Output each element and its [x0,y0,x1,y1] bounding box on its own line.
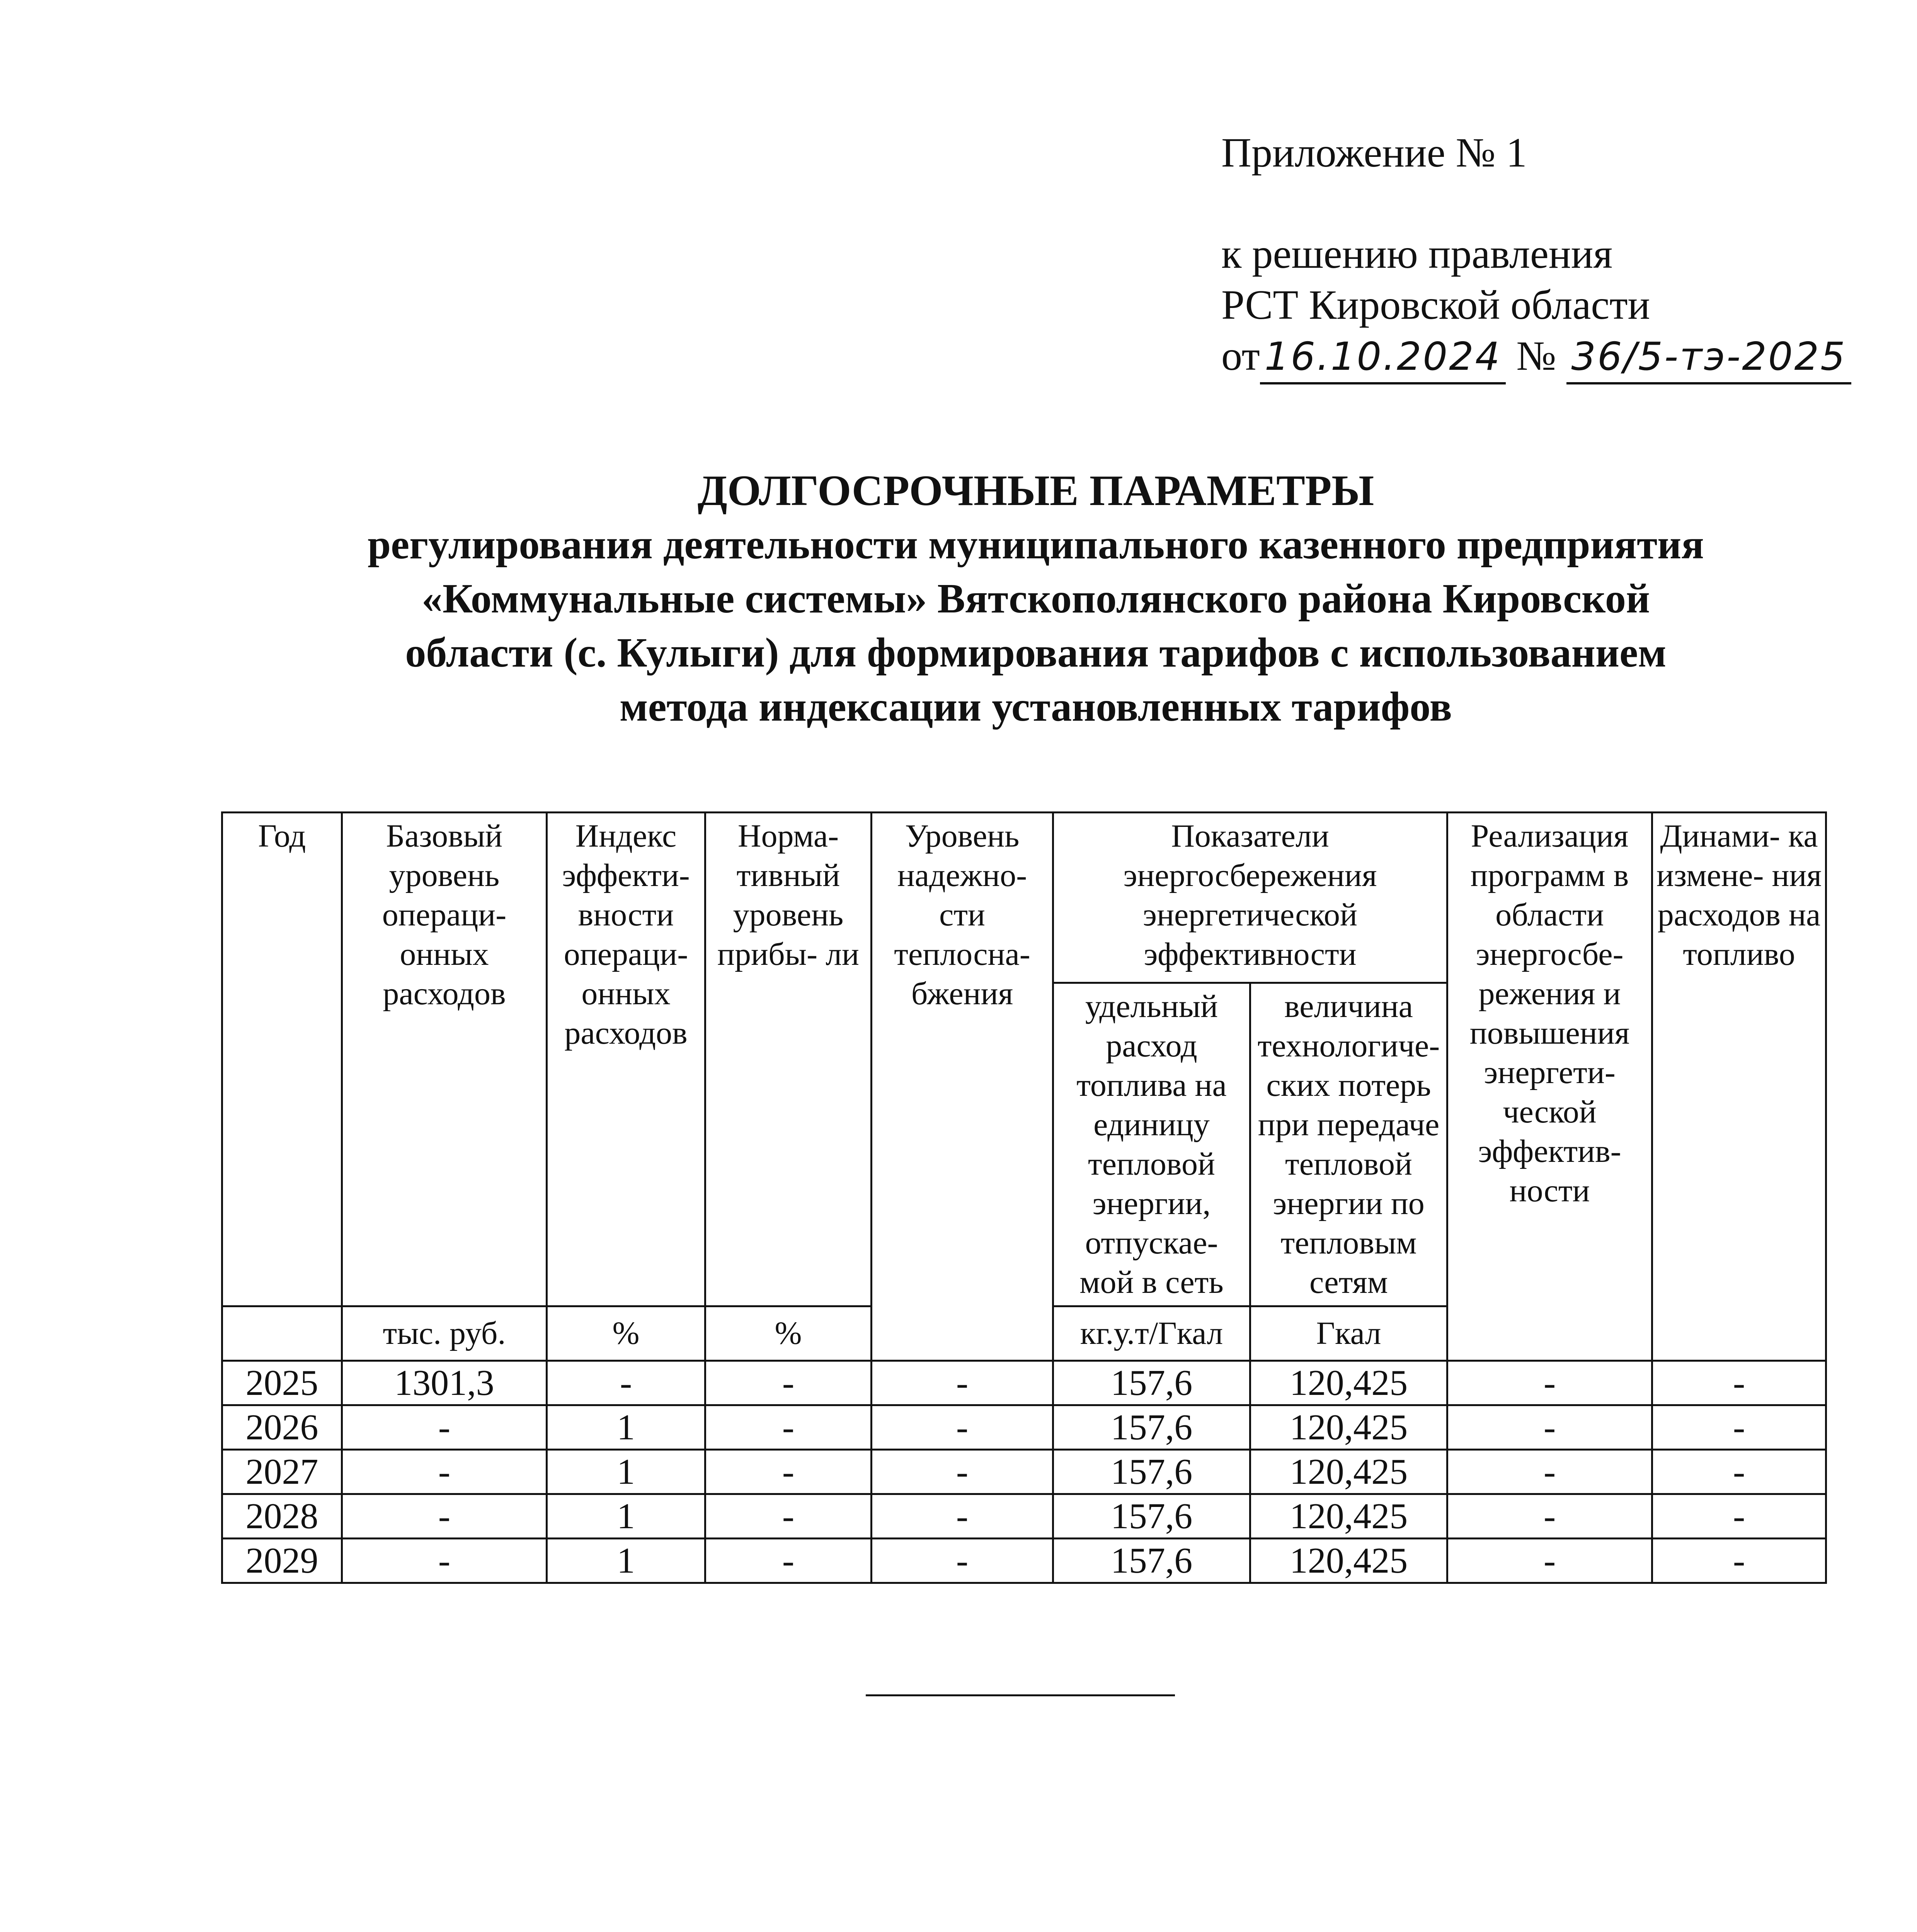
header-year: Год [222,813,342,1306]
header-losses: величина технологиче- ских потерь при передаче тепловой энергии по тепловым сетям [1250,983,1447,1306]
number-label: № [1516,333,1556,379]
cell-profit: - [705,1450,872,1494]
cell-fuel: 157,6 [1053,1494,1250,1539]
cell-fuel: 157,6 [1053,1405,1250,1450]
cell-losses: 120,425 [1250,1539,1447,1583]
cell-profit: - [705,1494,872,1539]
cell-base: - [342,1539,547,1583]
cell-dynamics: - [1652,1539,1826,1583]
cell-year: 2028 [222,1494,342,1539]
title-heading: ДОЛГОСРОЧНЫЕ ПАРАМЕТРЫ [697,467,1374,515]
cell-losses: 120,425 [1250,1361,1447,1405]
cell-losses: 120,425 [1250,1494,1447,1539]
cell-year: 2026 [222,1405,342,1450]
unit-year-empty [222,1306,342,1361]
cell-index: 1 [547,1450,705,1494]
cell-fuel: 157,6 [1053,1539,1250,1583]
table-row [222,1405,1826,1450]
unit-normative-profit: % [705,1306,872,1361]
cell-base: - [342,1450,547,1494]
separator-line [866,1694,1175,1696]
appendix-date-line [1221,331,1851,384]
cell-dynamics: - [1652,1405,1826,1450]
header-normative-profit: Норма- тивный уровень прибы- ли [705,813,872,1306]
cell-reliability: - [872,1539,1053,1583]
from-label: от [1221,333,1260,379]
handwritten-number: 36/5-тэ-2025 [1566,331,1851,384]
cell-losses: 120,425 [1250,1405,1447,1450]
cell-fuel: 157,6 [1053,1450,1250,1494]
header-reliability: Уровень надежно- сти теплосна- бжения [872,813,1053,1361]
cell-year: 2027 [222,1450,342,1494]
parameters-table [221,811,1827,1584]
cell-base: 1301,3 [342,1361,547,1405]
appendix-block [1221,128,1851,384]
cell-reliability: - [872,1450,1053,1494]
unit-losses: Гкал [1250,1306,1447,1361]
cell-base: - [342,1405,547,1450]
table-row [222,1450,1826,1494]
cell-reliability: - [872,1494,1053,1539]
header-base-level: Базовый уровень операци- онных расходов [342,813,547,1306]
document-title [348,464,1724,734]
cell-index: - [547,1361,705,1405]
cell-programs: - [1447,1494,1652,1539]
cell-year: 2025 [222,1361,342,1405]
cell-fuel: 157,6 [1053,1361,1250,1405]
unit-efficiency-index: % [547,1306,705,1361]
cell-profit: - [705,1405,872,1450]
cell-programs: - [1447,1361,1652,1405]
cell-dynamics: - [1652,1361,1826,1405]
cell-dynamics: - [1652,1450,1826,1494]
unit-base-level: тыс. руб. [342,1306,547,1361]
appendix-decision-line: к решению правления [1221,231,1613,277]
table-row [222,1361,1826,1405]
table-row [222,1494,1826,1539]
header-efficiency-index: Индекс эффекти- вности операци- онных расходов [547,813,705,1306]
header-fuel-dynamics: Динами- ка измене- ния расходов на топливо [1652,813,1826,1361]
cell-year: 2029 [222,1539,342,1583]
cell-index: 1 [547,1539,705,1583]
title-subtitle: регулирования деятельности муниципального казенного предприятия «Коммунальные системы» Вятскополянского района Кировской области (с. Кулыги) для формирования тарифов с использованием метода индексации установленных тарифов [368,522,1704,730]
header-programs: Реализация программ в области энергосбе- режения и повышения энергети- ческой эффектив- ности [1447,813,1652,1361]
table-row [222,1539,1826,1583]
appendix-authority-line: РСТ Кировской области [1221,282,1650,328]
unit-fuel-rate: кг.у.т/Гкал [1053,1306,1250,1361]
handwritten-date: 16.10.2024 [1260,331,1506,384]
header-row-1 [222,813,1826,983]
cell-programs: - [1447,1405,1652,1450]
cell-base: - [342,1494,547,1539]
cell-index: 1 [547,1405,705,1450]
cell-profit: - [705,1539,872,1583]
cell-losses: 120,425 [1250,1450,1447,1494]
header-energy-group: Показатели энергосбережения энергетической эффективности [1053,813,1447,983]
cell-reliability: - [872,1361,1053,1405]
cell-programs: - [1447,1539,1652,1583]
cell-dynamics: - [1652,1494,1826,1539]
cell-programs: - [1447,1450,1652,1494]
header-fuel-rate: удельный расход топлива на единицу тепловой энергии, отпускае- мой в сеть [1053,983,1250,1306]
cell-index: 1 [547,1494,705,1539]
cell-reliability: - [872,1405,1053,1450]
cell-profit: - [705,1361,872,1405]
appendix-number: Приложение № 1 [1221,130,1527,176]
